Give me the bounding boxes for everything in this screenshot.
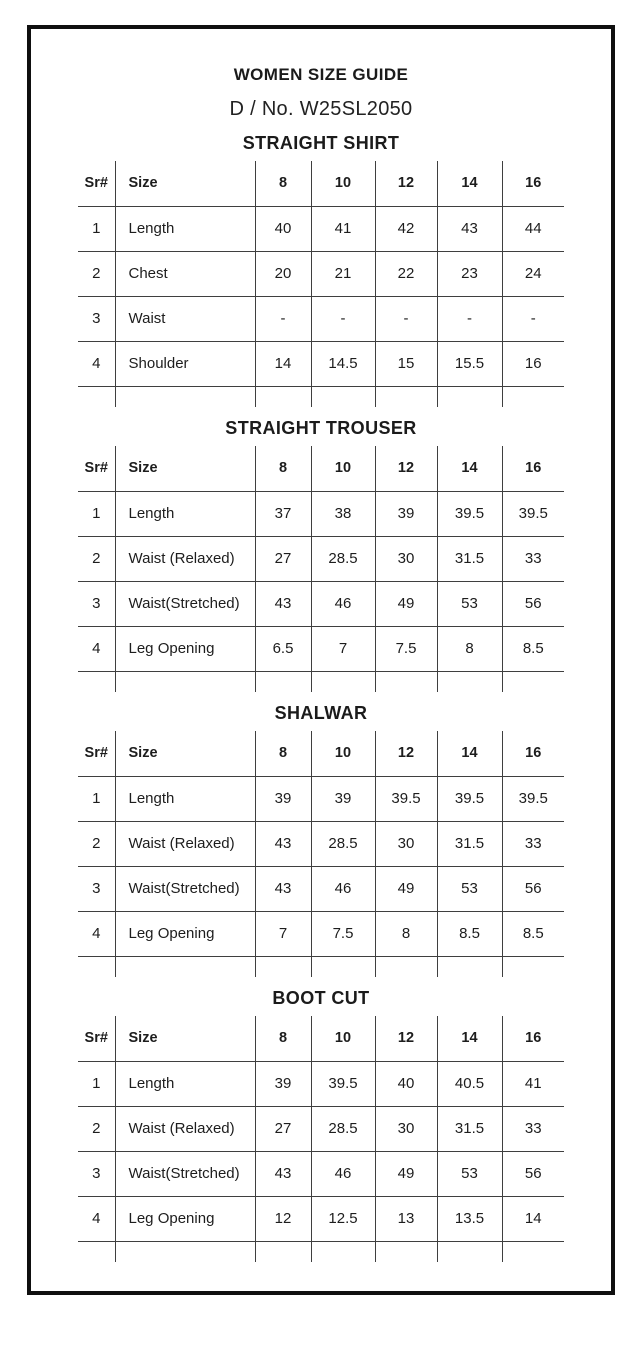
value-cell: 56 <box>502 1151 564 1196</box>
column-header-size-14: 14 <box>437 161 502 206</box>
column-header-size-12: 12 <box>375 1016 437 1061</box>
value-cell: 7.5 <box>311 911 375 956</box>
value-cell: 7.5 <box>375 626 437 671</box>
table-row <box>78 626 564 671</box>
size-table <box>78 731 564 977</box>
value-cell: 27 <box>255 536 311 581</box>
size-section <box>31 130 611 407</box>
table-row <box>78 1151 564 1196</box>
value-cell: 14 <box>502 1196 564 1241</box>
sr-cell: 4 <box>78 341 115 386</box>
value-cell: 40 <box>375 1061 437 1106</box>
value-cell: 40 <box>255 206 311 251</box>
value-cell: 38 <box>311 491 375 536</box>
sr-cell: 3 <box>78 296 115 341</box>
value-cell: 8 <box>375 911 437 956</box>
column-header-size-8: 8 <box>255 446 311 491</box>
value-cell: 53 <box>437 866 502 911</box>
value-cell: 30 <box>375 1106 437 1151</box>
value-cell: 31.5 <box>437 821 502 866</box>
column-header-size-12: 12 <box>375 731 437 776</box>
value-cell: 28.5 <box>311 536 375 581</box>
value-cell: 33 <box>502 821 564 866</box>
size-cell: Leg Opening <box>115 911 255 956</box>
value-cell: 30 <box>375 536 437 581</box>
sr-cell: 4 <box>78 1196 115 1241</box>
table-row <box>78 1196 564 1241</box>
value-cell: 28.5 <box>311 1106 375 1151</box>
value-cell: - <box>255 296 311 341</box>
empty-trailer-row <box>78 956 564 977</box>
design-number: D / No. W25SL2050 <box>229 98 413 120</box>
value-cell: 8.5 <box>437 911 502 956</box>
column-header-size-10: 10 <box>311 1016 375 1061</box>
value-cell: 15 <box>375 341 437 386</box>
value-cell: 28.5 <box>311 821 375 866</box>
column-header-sr: Sr# <box>78 1016 115 1061</box>
column-header-size-8: 8 <box>255 731 311 776</box>
section-title: SHALWAR <box>274 703 368 723</box>
value-cell: 31.5 <box>437 536 502 581</box>
value-cell: 30 <box>375 821 437 866</box>
value-cell: 33 <box>502 536 564 581</box>
value-cell: 41 <box>502 1061 564 1106</box>
size-cell: Length <box>115 206 255 251</box>
value-cell: 22 <box>375 251 437 296</box>
value-cell: 39 <box>375 491 437 536</box>
value-cell: 8.5 <box>502 626 564 671</box>
value-cell: - <box>502 296 564 341</box>
table-row <box>78 296 564 341</box>
size-cell: Length <box>115 491 255 536</box>
sr-cell: 1 <box>78 776 115 821</box>
value-cell: 27 <box>255 1106 311 1151</box>
table-header-row <box>78 1016 564 1061</box>
table-row <box>78 821 564 866</box>
column-header-size: Size <box>115 446 255 491</box>
value-cell: 43 <box>255 866 311 911</box>
value-cell: - <box>375 296 437 341</box>
table-header-row <box>78 161 564 206</box>
value-cell: 39.5 <box>311 1061 375 1106</box>
table-row <box>78 776 564 821</box>
sr-cell: 1 <box>78 491 115 536</box>
value-cell: 13 <box>375 1196 437 1241</box>
value-cell: 53 <box>437 581 502 626</box>
value-cell: 15.5 <box>437 341 502 386</box>
value-cell: 43 <box>255 1151 311 1196</box>
sr-cell: 2 <box>78 536 115 581</box>
column-header-size-14: 14 <box>437 731 502 776</box>
size-section <box>31 700 611 977</box>
column-header-size-10: 10 <box>311 446 375 491</box>
value-cell: 44 <box>502 206 564 251</box>
table-row <box>78 341 564 386</box>
value-cell: 8.5 <box>502 911 564 956</box>
size-cell: Waist(Stretched) <box>115 581 255 626</box>
value-cell: 39.5 <box>502 491 564 536</box>
column-header-size-16: 16 <box>502 446 564 491</box>
value-cell: 39.5 <box>502 776 564 821</box>
column-header-size-16: 16 <box>502 731 564 776</box>
value-cell: 49 <box>375 1151 437 1196</box>
sr-cell: 3 <box>78 866 115 911</box>
value-cell: 43 <box>255 581 311 626</box>
section-title: STRAIGHT SHIRT <box>242 133 400 153</box>
size-cell: Leg Opening <box>115 626 255 671</box>
value-cell: 20 <box>255 251 311 296</box>
value-cell: 33 <box>502 1106 564 1151</box>
value-cell: 42 <box>375 206 437 251</box>
size-guide-card <box>27 25 615 1295</box>
value-cell: 43 <box>437 206 502 251</box>
column-header-size-8: 8 <box>255 1016 311 1061</box>
size-section <box>31 985 611 1262</box>
size-cell: Waist (Relaxed) <box>115 1106 255 1151</box>
column-header-size: Size <box>115 731 255 776</box>
value-cell: 8 <box>437 626 502 671</box>
value-cell: 49 <box>375 581 437 626</box>
size-cell: Length <box>115 776 255 821</box>
size-table <box>78 446 564 692</box>
value-cell: 37 <box>255 491 311 536</box>
value-cell: 39.5 <box>375 776 437 821</box>
value-cell: 31.5 <box>437 1106 502 1151</box>
value-cell: 53 <box>437 1151 502 1196</box>
value-cell: 14.5 <box>311 341 375 386</box>
value-cell: 12.5 <box>311 1196 375 1241</box>
value-cell: 56 <box>502 866 564 911</box>
size-cell: Shoulder <box>115 341 255 386</box>
column-header-size-10: 10 <box>311 731 375 776</box>
value-cell: 13.5 <box>437 1196 502 1241</box>
column-header-size-12: 12 <box>375 446 437 491</box>
value-cell: 39 <box>311 776 375 821</box>
value-cell: 56 <box>502 581 564 626</box>
sr-cell: 1 <box>78 1061 115 1106</box>
table-row <box>78 491 564 536</box>
size-table <box>78 161 564 407</box>
sr-cell: 1 <box>78 206 115 251</box>
table-row <box>78 581 564 626</box>
table-row <box>78 206 564 251</box>
size-cell: Length <box>115 1061 255 1106</box>
table-row <box>78 251 564 296</box>
table-row <box>78 1106 564 1151</box>
size-cell: Waist (Relaxed) <box>115 536 255 581</box>
value-cell: 39 <box>255 776 311 821</box>
value-cell: 46 <box>311 581 375 626</box>
size-cell: Chest <box>115 251 255 296</box>
size-section <box>31 415 611 692</box>
column-header-size: Size <box>115 161 255 206</box>
table-row <box>78 1061 564 1106</box>
size-cell: Waist <box>115 296 255 341</box>
value-cell: 43 <box>255 821 311 866</box>
sr-cell: 2 <box>78 1106 115 1151</box>
page-title: WOMEN SIZE GUIDE <box>233 65 409 84</box>
sr-cell: 2 <box>78 821 115 866</box>
value-cell: 41 <box>311 206 375 251</box>
size-cell: Waist(Stretched) <box>115 1151 255 1196</box>
value-cell: 23 <box>437 251 502 296</box>
size-cell: Waist (Relaxed) <box>115 821 255 866</box>
column-header-size-14: 14 <box>437 446 502 491</box>
table-header-row <box>78 446 564 491</box>
sr-cell: 4 <box>78 911 115 956</box>
value-cell: 49 <box>375 866 437 911</box>
column-header-size-14: 14 <box>437 1016 502 1061</box>
value-cell: 39.5 <box>437 776 502 821</box>
value-cell: 16 <box>502 341 564 386</box>
sr-cell: 3 <box>78 581 115 626</box>
value-cell: 14 <box>255 341 311 386</box>
section-title: STRAIGHT TROUSER <box>225 418 417 438</box>
value-cell: 39 <box>255 1061 311 1106</box>
value-cell: - <box>311 296 375 341</box>
column-header-size-16: 16 <box>502 1016 564 1061</box>
column-header-size-8: 8 <box>255 161 311 206</box>
column-header-size: Size <box>115 1016 255 1061</box>
value-cell: 6.5 <box>255 626 311 671</box>
value-cell: 24 <box>502 251 564 296</box>
column-header-sr: Sr# <box>78 446 115 491</box>
table-row <box>78 536 564 581</box>
value-cell: 46 <box>311 1151 375 1196</box>
size-cell: Waist(Stretched) <box>115 866 255 911</box>
value-cell: 46 <box>311 866 375 911</box>
empty-trailer-row <box>78 386 564 407</box>
column-header-sr: Sr# <box>78 161 115 206</box>
sr-cell: 4 <box>78 626 115 671</box>
value-cell: 7 <box>311 626 375 671</box>
size-cell: Leg Opening <box>115 1196 255 1241</box>
sr-cell: 2 <box>78 251 115 296</box>
value-cell: 7 <box>255 911 311 956</box>
column-header-size-16: 16 <box>502 161 564 206</box>
sr-cell: 3 <box>78 1151 115 1196</box>
column-header-size-12: 12 <box>375 161 437 206</box>
value-cell: 40.5 <box>437 1061 502 1106</box>
column-header-sr: Sr# <box>78 731 115 776</box>
empty-trailer-row <box>78 671 564 692</box>
table-row <box>78 911 564 956</box>
table-row <box>78 866 564 911</box>
size-table <box>78 1016 564 1262</box>
sections-container <box>31 130 611 1262</box>
table-header-row <box>78 731 564 776</box>
value-cell: 21 <box>311 251 375 296</box>
empty-trailer-row <box>78 1241 564 1262</box>
column-header-size-10: 10 <box>311 161 375 206</box>
value-cell: - <box>437 296 502 341</box>
value-cell: 39.5 <box>437 491 502 536</box>
value-cell: 12 <box>255 1196 311 1241</box>
section-title: BOOT CUT <box>272 988 370 1008</box>
